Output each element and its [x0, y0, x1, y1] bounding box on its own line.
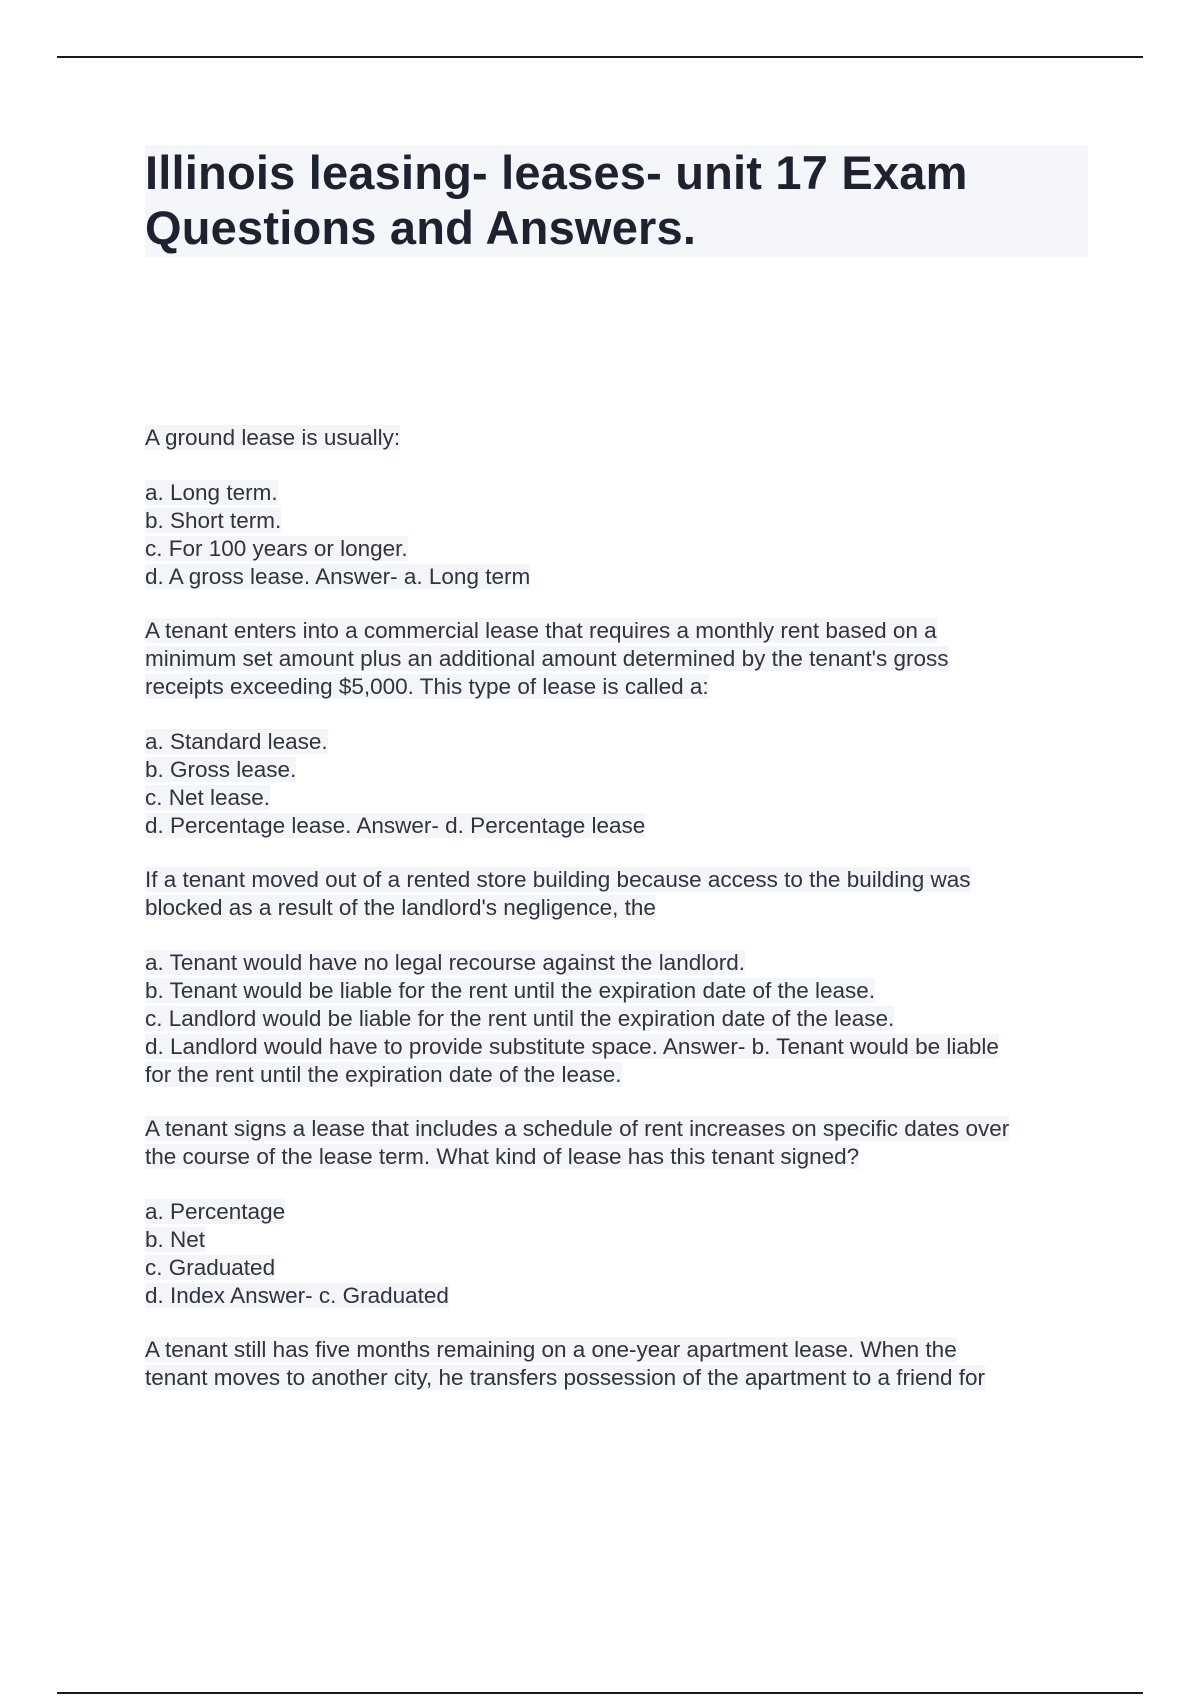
- options-list: [145, 728, 1085, 840]
- options-list: [145, 949, 1085, 1089]
- bottom-divider: [57, 1692, 1143, 1694]
- qa-item-1: [145, 424, 1085, 591]
- qa-item-2: [145, 617, 1085, 840]
- question-line: A tenant signs a lease that includes a schedule of rent increases on specific dates over: [145, 1116, 1010, 1141]
- question-line: blocked as a result of the landlord's negligence, the: [145, 895, 656, 920]
- option-line: d. Percentage lease. Answer- d. Percentage lease: [145, 813, 646, 838]
- question-line: tenant moves to another city, he transfers possession of the apartment to a friend for: [145, 1365, 986, 1390]
- title-line-1: Illinois leasing- leases- unit 17 Exam: [145, 146, 968, 199]
- option-line: d. Index Answer- c. Graduated: [145, 1283, 449, 1308]
- qa-item-4: [145, 1115, 1085, 1310]
- question-text: [145, 617, 1085, 701]
- option-line: a. Percentage: [145, 1199, 286, 1224]
- option-line: b. Net: [145, 1227, 206, 1252]
- option-line: d. A gross lease. Answer- a. Long term: [145, 564, 531, 589]
- option-line: c. Graduated: [145, 1255, 276, 1280]
- option-line: b. Tenant would be liable for the rent until the expiration date of the lease.: [145, 978, 876, 1003]
- option-line: for the rent until the expiration date of the lease.: [145, 1062, 622, 1087]
- question-line: the course of the lease term. What kind of lease has this tenant signed?: [145, 1144, 860, 1169]
- option-line: c. Net lease.: [145, 785, 271, 810]
- qa-list: [145, 424, 1085, 1419]
- option-line: a. Standard lease.: [145, 729, 328, 754]
- question-line: A tenant still has five months remaining on a one-year apartment lease. When the: [145, 1337, 957, 1362]
- top-divider: [57, 56, 1143, 58]
- question-line: A ground lease is usually:: [145, 425, 401, 450]
- option-line: b. Short term.: [145, 508, 282, 533]
- option-line: c. Landlord would be liable for the rent until the expiration date of the lease.: [145, 1006, 895, 1031]
- question-line: minimum set amount plus an additional amount determined by the tenant's gross: [145, 646, 949, 671]
- page-title: [145, 145, 1088, 257]
- option-line: a. Tenant would have no legal recourse against the landlord.: [145, 950, 745, 975]
- question-line: A tenant enters into a commercial lease that requires a monthly rent based on a: [145, 618, 937, 643]
- question-text: [145, 866, 1085, 922]
- question-text: [145, 1336, 1085, 1392]
- option-line: d. Landlord would have to provide substitute space. Answer- b. Tenant would be liable: [145, 1034, 999, 1059]
- options-list: [145, 479, 1085, 591]
- qa-item-5: [145, 1336, 1085, 1392]
- question-text: [145, 424, 1085, 452]
- question-text: [145, 1115, 1085, 1171]
- qa-item-3: [145, 866, 1085, 1089]
- options-list: [145, 1198, 1085, 1310]
- option-line: a. Long term.: [145, 480, 278, 505]
- option-line: c. For 100 years or longer.: [145, 536, 408, 561]
- option-line: b. Gross lease.: [145, 757, 297, 782]
- question-line: receipts exceeding $5,000. This type of lease is called a:: [145, 674, 709, 699]
- question-line: If a tenant moved out of a rented store building because access to the building was: [145, 867, 971, 892]
- title-line-2: Questions and Answers.: [145, 201, 697, 254]
